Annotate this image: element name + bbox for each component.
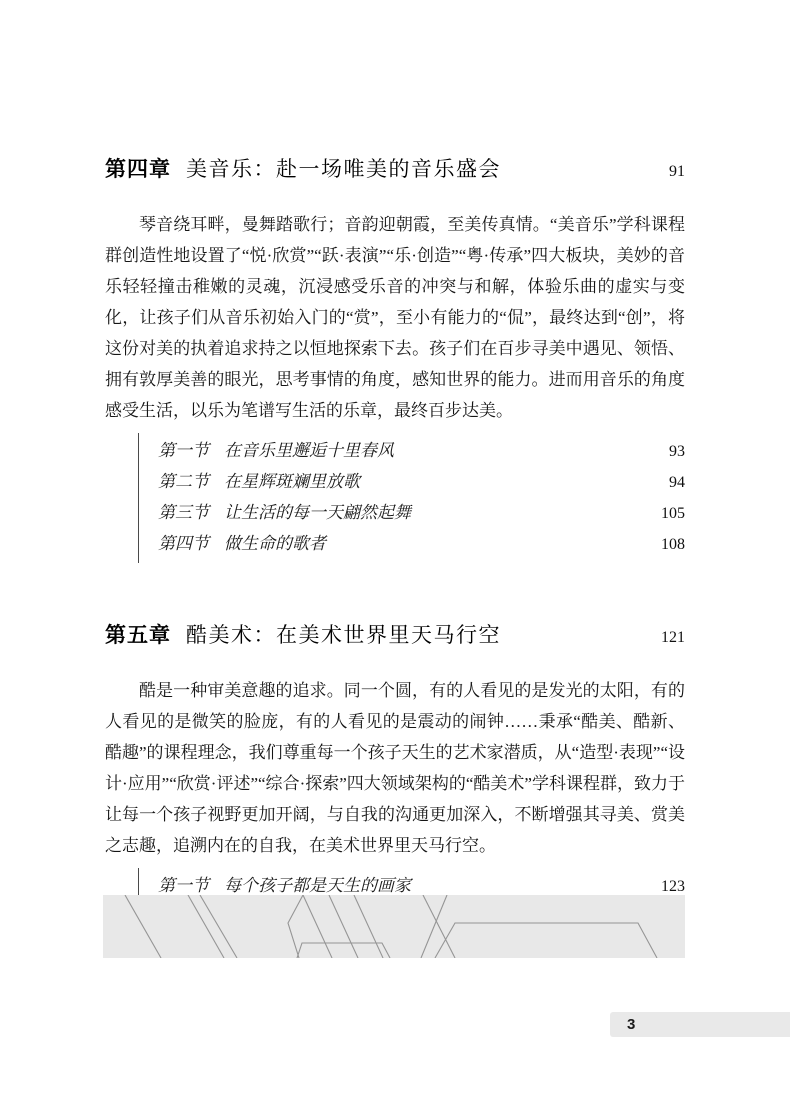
section-page-number: 93 bbox=[669, 443, 685, 460]
section-label: 第三节 bbox=[158, 503, 209, 522]
toc-section-row bbox=[158, 436, 685, 467]
section-page-number: 108 bbox=[661, 536, 685, 553]
section-title: 做生命的歌者 bbox=[224, 534, 326, 553]
section-label: 第二节 bbox=[158, 472, 209, 491]
decorative-geometric-band bbox=[103, 895, 685, 958]
chapter-4-section-list bbox=[138, 433, 685, 563]
chapter-intro: 酷是一种审美意趣的追求。同一个圆，有的人看见的是发光的太阳，有的人看见的是微笑的脸庞，有的人看见的是震动的闹钟……秉承“酷美、酷新、酷趣”的课程理念，我们尊重每一个孩子天生的艺术家潜质，从“造型·表现”“设计·应用”“欣赏·评述”“综合·探索”四大领域架构的“酷美术”学科课程群，致力于让每一个孩子视野更加开阔，与自我的沟通更加深入，不断增强其寻美、赏美之志趣，追溯内在的自我，在美术世界里天马行空。 bbox=[105, 681, 685, 855]
chapter-title: 酷美术：在美术世界里天马行空 bbox=[186, 624, 501, 647]
chapter-5-heading bbox=[105, 619, 685, 649]
chapter-4-block bbox=[105, 153, 685, 563]
section-page-number: 94 bbox=[669, 474, 685, 491]
chapter-5-block bbox=[105, 619, 685, 936]
page-number-badge bbox=[610, 1012, 790, 1037]
section-title: 每个孩子都是天生的画家 bbox=[224, 876, 411, 895]
section-label: 第四节 bbox=[158, 534, 209, 553]
section-title: 在星辉斑斓里放歌 bbox=[224, 472, 360, 491]
toc-section-row bbox=[158, 498, 685, 529]
chapter-title: 美音乐：赴一场唯美的音乐盛会 bbox=[186, 158, 501, 181]
section-title: 让生活的每一天翩然起舞 bbox=[224, 503, 411, 522]
section-label: 第一节 bbox=[158, 441, 209, 460]
toc-section-row bbox=[158, 529, 685, 560]
hexagon-lines-graphic bbox=[103, 895, 685, 958]
chapter-intro: 琴音绕耳畔，曼舞踏歌行；音韵迎朝霞，至美传真情。“美音乐”学科课程群创造性地设置了“悦·欣赏”“跃·表演”“乐·创造”“粤·传承”四大板块，美妙的音乐轻轻撞击稚嫩的灵魂，沉浸感受乐音的冲突与和解，体验乐曲的虚实与变化，让孩子们从音乐初始入门的“赏”，至小有能力的“侃”，最终达到“创”，将这份对美的执着追求持之以恒地探索下去。孩子们在百步寻美中遇见、领悟、拥有敦厚美善的眼光，思考事情的角度，感知世界的能力。进而用音乐的角度感受生活，以乐为笔谱写生活的乐章，最终百步达美。 bbox=[105, 215, 685, 420]
section-page-number: 105 bbox=[661, 505, 685, 522]
chapter-4-heading bbox=[105, 153, 685, 183]
section-title: 在音乐里邂逅十里春风 bbox=[224, 441, 394, 460]
section-page-number: 123 bbox=[661, 878, 685, 895]
page-number: 3 bbox=[627, 1016, 636, 1033]
chapter-page-number: 121 bbox=[661, 629, 685, 646]
chapter-label: 第五章 bbox=[105, 624, 171, 647]
toc-section-row bbox=[158, 467, 685, 498]
chapter-label: 第四章 bbox=[105, 158, 171, 181]
section-label: 第一节 bbox=[158, 876, 209, 895]
toc-content bbox=[105, 153, 685, 936]
chapter-page-number: 91 bbox=[669, 163, 685, 180]
